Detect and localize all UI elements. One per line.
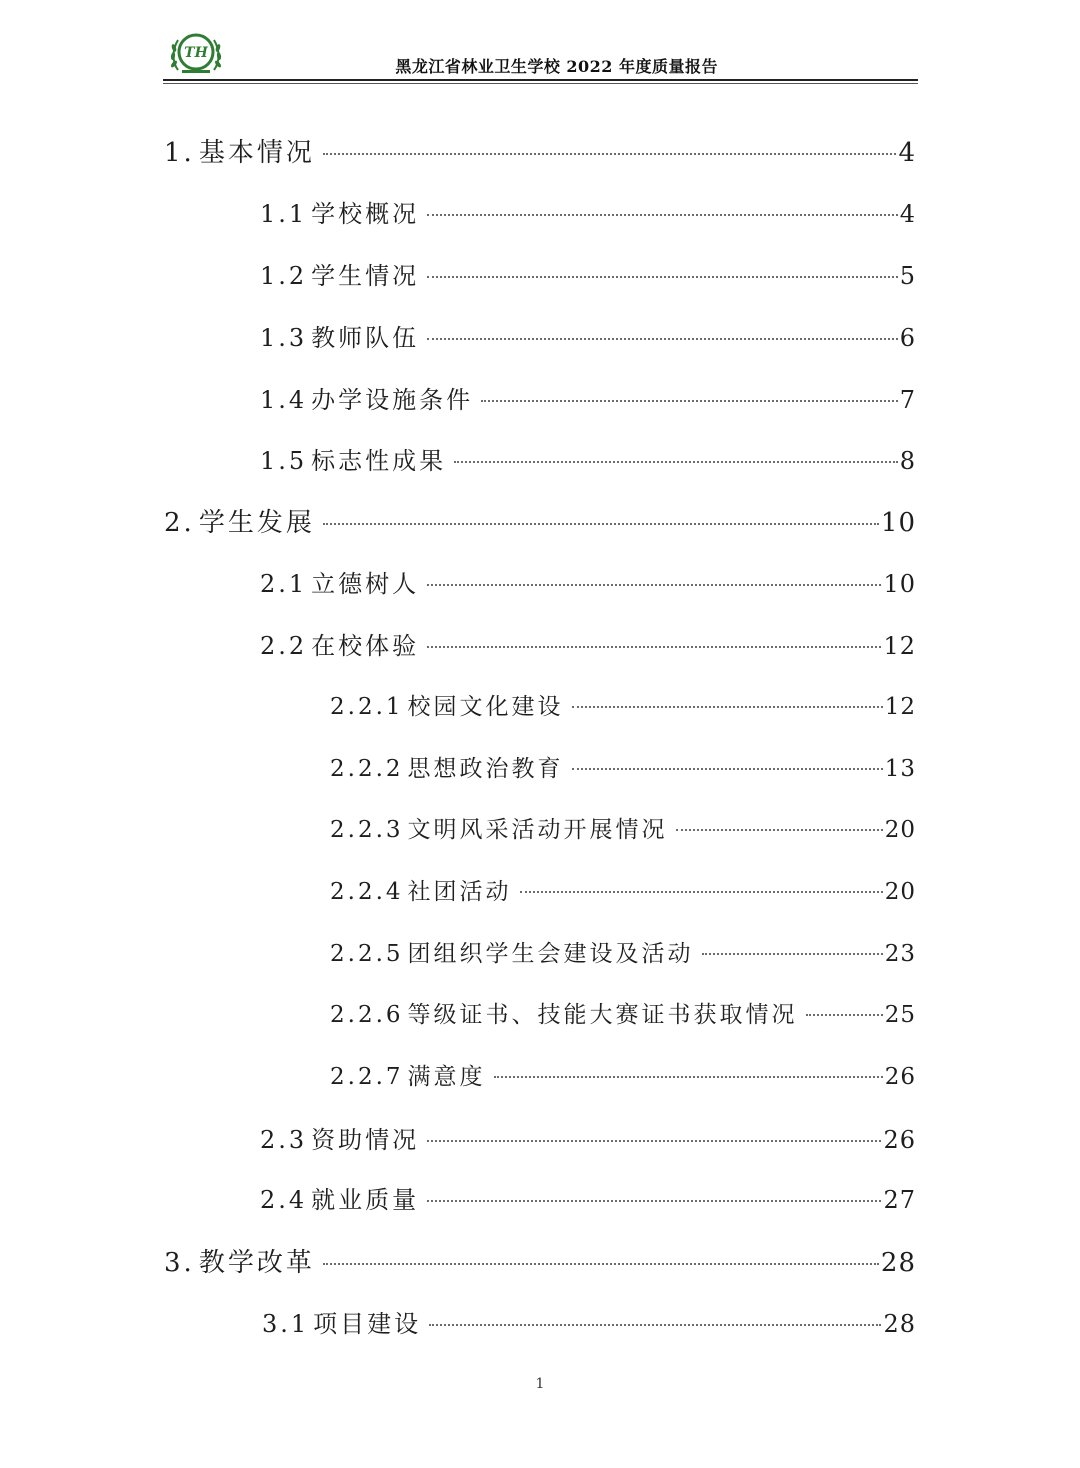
page-number: 1	[535, 1376, 545, 1392]
toc-entry[interactable]	[260, 1180, 916, 1214]
toc-entry-number: 2.2.7	[330, 1064, 404, 1090]
toc-entry-title: 学校概况	[311, 200, 420, 228]
toc-entry-number: 2.2.1	[330, 694, 404, 720]
toc-leader-dots	[323, 1263, 879, 1265]
toc-leader-dots	[702, 953, 883, 955]
toc-entry-number: 1.2	[260, 262, 308, 290]
toc-entry-title: 等级证书、技能大赛证书获取情况	[407, 1002, 798, 1028]
toc-entry-page: 5	[899, 262, 916, 290]
toc-entry[interactable]	[164, 502, 916, 536]
toc-leader-dots	[806, 1014, 883, 1016]
toc-entry-page: 7	[899, 386, 916, 414]
toc-entry-page: 4	[898, 138, 916, 168]
toc-entry-number: 3.1	[262, 1310, 310, 1338]
toc-entry-page: 28	[880, 1248, 916, 1278]
toc-entry-title: 教师队伍	[311, 324, 420, 352]
toc-entry-page: 20	[884, 817, 916, 843]
toc-entry[interactable]	[260, 626, 916, 660]
toc-entry-number: 1.1	[260, 200, 308, 228]
toc-leader-dots	[427, 214, 898, 216]
header-title: 黑龙江省林业卫生学校 2022 年度质量报告	[395, 57, 718, 76]
toc-entry-title: 基本情况	[198, 138, 315, 168]
toc-entry-number: 2.2.3	[330, 817, 404, 843]
toc-entry-title: 学生情况	[311, 262, 420, 290]
toc-entry[interactable]	[260, 1120, 916, 1154]
toc-entry[interactable]	[330, 811, 916, 845]
toc-entry-page: 26	[884, 1064, 916, 1090]
toc-entry-number: 2.2.6	[330, 1002, 404, 1028]
toc-entry-number: 1.5	[260, 447, 308, 475]
toc-entry-title: 立德树人	[311, 570, 420, 598]
toc-entry-title: 校园文化建设	[407, 694, 564, 720]
toc-leader-dots	[572, 768, 883, 770]
toc-entry-number: 1.	[164, 138, 195, 168]
toc-entry[interactable]	[260, 441, 916, 475]
toc-entry[interactable]	[262, 1304, 916, 1338]
toc-entry-number: 2.2	[260, 632, 308, 660]
toc-entry-page: 4	[899, 200, 916, 228]
toc-entry[interactable]	[330, 688, 916, 722]
toc-entry[interactable]	[164, 1242, 916, 1276]
toc-leader-dots	[323, 523, 879, 525]
toc-entry[interactable]	[260, 318, 916, 352]
toc-leader-dots	[427, 276, 898, 278]
toc-leader-dots	[427, 338, 898, 340]
toc-entry-page: 23	[884, 941, 916, 967]
svg-text:TH: TH	[184, 45, 208, 61]
toc-entry-page: 25	[884, 1002, 916, 1028]
toc-entry-title: 标志性成果	[311, 447, 447, 475]
toc-leader-dots	[454, 461, 898, 463]
toc-entry[interactable]	[330, 873, 916, 907]
toc-leader-dots	[572, 706, 883, 708]
toc-entry[interactable]	[164, 132, 916, 166]
toc-entry-page: 27	[883, 1186, 916, 1214]
toc-entry-title: 团组织学生会建设及活动	[407, 941, 694, 967]
toc-entry-title: 文明风采活动开展情况	[407, 817, 668, 843]
toc-entry-title: 满意度	[407, 1064, 486, 1090]
toc-entry-number: 1.3	[260, 324, 308, 352]
toc-entry[interactable]	[260, 380, 916, 414]
toc-entry-number: 2.2.5	[330, 941, 404, 967]
toc-entry-page: 8	[899, 447, 916, 475]
toc-entry-page: 12	[884, 694, 916, 720]
toc-leader-dots	[427, 1140, 881, 1142]
toc-leader-dots	[427, 584, 881, 586]
toc-entry-title: 思想政治教育	[407, 756, 564, 782]
toc-leader-dots	[429, 1324, 881, 1326]
toc-entry-number: 1.4	[260, 386, 308, 414]
toc-entry[interactable]	[330, 935, 916, 969]
toc-entry-number: 3.	[164, 1248, 195, 1278]
toc-entry[interactable]	[260, 564, 916, 598]
toc-entry-number: 2.2.4	[330, 879, 404, 905]
toc-entry-number: 2.4	[260, 1186, 308, 1214]
toc-entry-title: 项目建设	[313, 1310, 422, 1338]
toc-entry-title: 资助情况	[311, 1126, 420, 1154]
toc-entry-title: 在校体验	[311, 632, 420, 660]
toc-leader-dots	[427, 1200, 881, 1202]
toc-entry-page: 26	[883, 1126, 916, 1154]
toc-entry-page: 10	[880, 508, 916, 538]
toc-leader-dots	[676, 829, 883, 831]
toc-entry[interactable]	[330, 750, 916, 784]
toc-entry-number: 2.3	[260, 1126, 308, 1154]
toc-leader-dots	[520, 891, 883, 893]
toc-leader-dots	[494, 1076, 883, 1078]
toc-entry-title: 学生发展	[198, 508, 315, 538]
toc-entry-page: 13	[884, 756, 916, 782]
toc-entry[interactable]	[260, 256, 916, 290]
toc-entry-page: 20	[884, 879, 916, 905]
toc-entry-title: 社团活动	[407, 879, 512, 905]
toc-entry-title: 办学设施条件	[311, 386, 474, 414]
toc-leader-dots	[481, 400, 898, 402]
toc-entry-title: 就业质量	[311, 1186, 420, 1214]
toc-entry[interactable]	[330, 1058, 916, 1092]
toc-entry-page: 6	[899, 324, 916, 352]
toc-entry[interactable]	[330, 996, 916, 1030]
toc-entry-number: 2.1	[260, 570, 308, 598]
toc-entry-title: 教学改革	[198, 1248, 315, 1278]
toc-entry[interactable]	[260, 194, 916, 228]
toc-entry-page: 12	[883, 632, 916, 660]
toc-entry-page: 28	[883, 1310, 916, 1338]
toc-entry-page: 10	[883, 570, 916, 598]
toc-leader-dots	[323, 153, 897, 155]
toc-entry-number: 2.	[164, 508, 195, 538]
toc-entry-number: 2.2.2	[330, 756, 404, 782]
toc-leader-dots	[427, 646, 881, 648]
